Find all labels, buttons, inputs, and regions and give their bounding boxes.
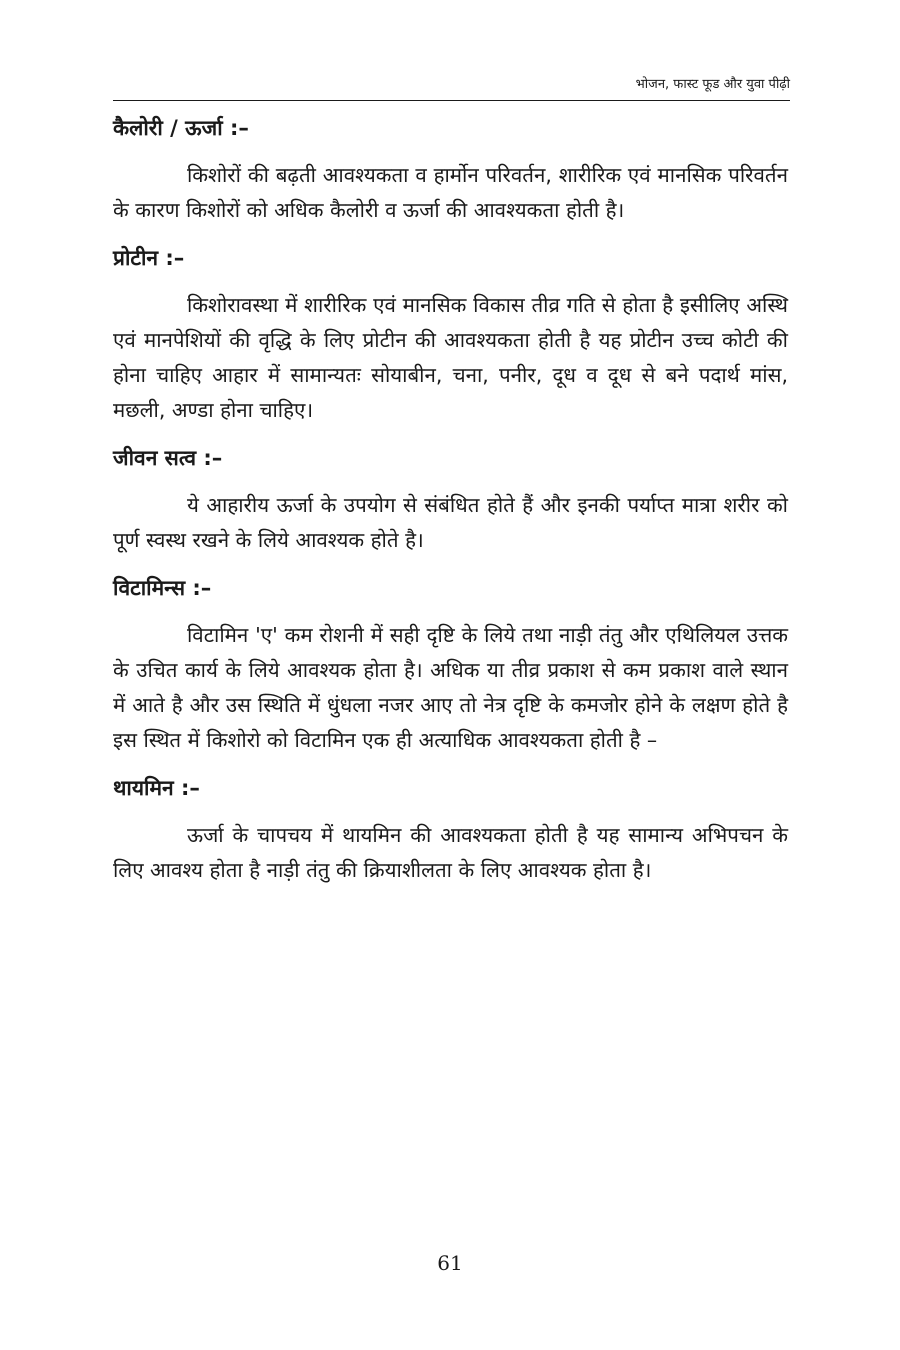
section-calorie-energy [113,112,788,228]
section-paragraph: विटामिन 'ए' कम रोशनी में सही दृष्टि के लिये तथा नाड़ी तंतु और एथिलियल उत्तक के उचित कार्य के लिये आवश्यक होता है। अधिक या तीव्र प्रकाश से कम प्रकाश वाले स्थान में आते है और उस स्थिति में धुंधला नजर आए तो नेत्र दृष्टि के कमजोर होने के लक्षण होते है इस स्थित में किशोरो को विटामिन एक ही अत्याधिक आवश्यकता होती है – [113,623,788,752]
section-protein [113,242,788,428]
header-rule [113,100,790,101]
page-content [113,112,788,902]
section-paragraph: किशोरावस्था में शारीरिक एवं मानसिक विकास तीव्र गति से होता है इसीलिए अस्थि एवं मानपेशियों की वृद्धि के लिए प्रोटीन की आवश्यकता होती है यह प्रोटीन उच्च कोटी की होना चाहिए आहार में सामान्यतः सोयाबीन, चना, पनीर, दूध व दूध से बने पदार्थ मांस, मछली, अण्डा होना चाहिए। [113,293,788,422]
section-thiamine [113,772,788,888]
section-heading: विटामिन्स :– [113,576,212,600]
section-heading: थायमिन :– [113,776,200,800]
section-paragraph: ये आहारीय ऊर्जा के उपयोग से संबंधित होते हैं और इनकी पर्याप्त मात्रा शरीर को पूर्ण स्वस्थ रखने के लिये आवश्यक होते है। [113,493,788,552]
section-paragraph: ऊर्जा के चापचय में थायमिन की आवश्यकता होती है यह सामान्य अभिपचन के लिए आवश्य होता है नाड़ी तंतु की क्रियाशीलता के लिए आवश्यक होता है। [113,823,788,882]
section-heading: जीवन सत्व :– [113,446,223,470]
page-number: 61 [437,1251,463,1275]
section-heading: कैलोरी / ऊर्जा :– [113,116,249,140]
section-paragraph: किशोरों की बढ़ती आवश्यकता व हार्मोन परिवर्तन, शारीरिक एवं मानसिक परिवर्तन के कारण किशोरों को अधिक कैलोरी व ऊर्जा की आवश्यकता होती है। [113,163,788,222]
running-header: भोजन, फास्ट फूड और युवा पीढ़ी [635,77,790,92]
section-vital-elements [113,442,788,558]
section-vitamins [113,572,788,758]
section-heading: प्रोटीन :– [113,246,185,270]
